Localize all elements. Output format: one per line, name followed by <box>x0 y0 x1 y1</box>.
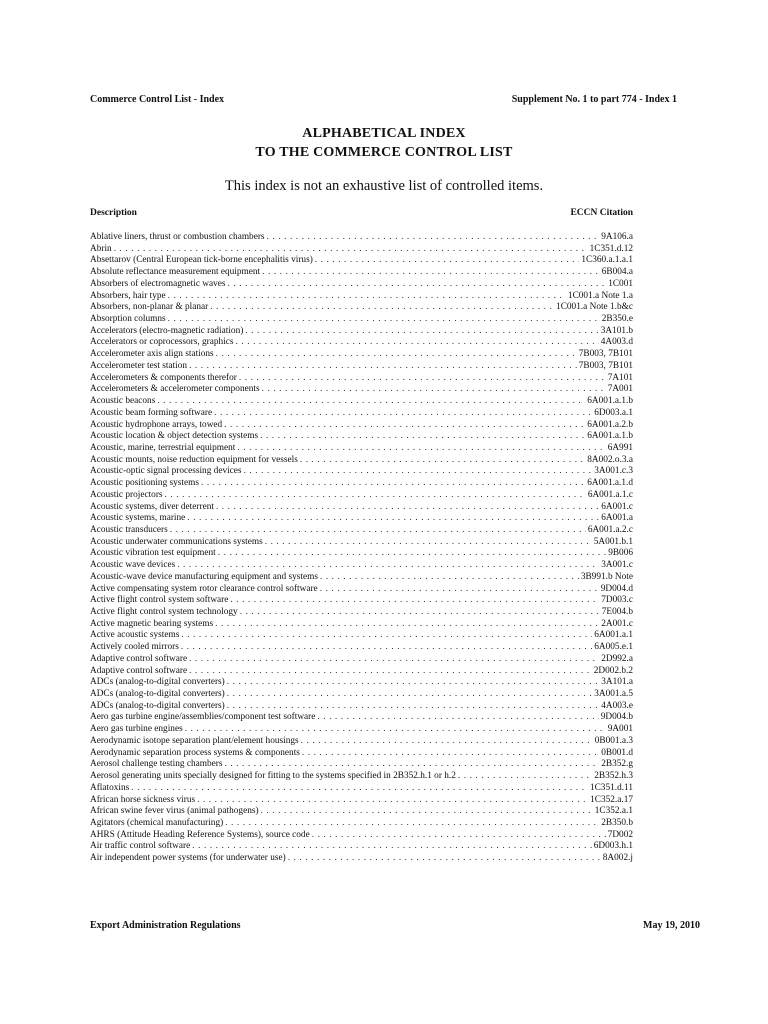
index-entry <box>90 736 633 748</box>
index-entry <box>90 677 633 689</box>
index-entry <box>90 795 633 807</box>
entry-description: Active magnetic bearing systems <box>90 618 214 629</box>
running-header-supplement: Supplement No. 1 to part 774 - Index 1 <box>511 94 677 105</box>
dot-leader <box>181 642 592 654</box>
entry-description: Accelerometer axis align stations <box>90 349 214 360</box>
index-entry <box>90 712 633 724</box>
index-entry <box>90 537 633 549</box>
index-entry <box>90 513 633 525</box>
entry-eccn-citation: 2B352.h.3 <box>594 771 633 782</box>
index-entry <box>90 478 633 490</box>
entry-eccn-citation: 1C360.a.1.a.1 <box>581 255 633 266</box>
index-entry <box>90 302 633 314</box>
entry-description: Actively cooled mirrors <box>90 642 179 653</box>
dot-leader <box>215 619 599 631</box>
dot-leader <box>262 267 600 279</box>
dot-leader <box>262 384 606 396</box>
entry-description: ADCs (analog-to-digital converters) <box>90 700 225 711</box>
dot-leader <box>181 630 592 642</box>
dot-leader <box>185 724 606 736</box>
index-entry <box>90 841 633 853</box>
dot-leader <box>260 431 585 443</box>
index-entry <box>90 267 633 279</box>
index-entry <box>90 408 633 420</box>
entry-description: Acoustic-wave device manufacturing equipment and systems <box>90 571 318 582</box>
dot-leader <box>301 736 593 748</box>
index-entry <box>90 420 633 432</box>
index-entry <box>90 595 633 607</box>
entry-description: Absorbers, non-planar & planar <box>90 302 209 313</box>
entry-eccn-citation: 4A003.d <box>600 337 633 348</box>
entry-eccn-citation: 9A001 <box>607 724 633 735</box>
entry-description: Acoustic transducers <box>90 524 168 535</box>
entry-description: African swine fever virus (animal pathogens) <box>90 806 259 817</box>
entry-description: Acoustic beacons <box>90 396 156 407</box>
entry-description: Absolute reflectance measurement equipment <box>90 267 261 278</box>
index-entry <box>90 490 633 502</box>
entry-eccn-citation: 6D003.a.1 <box>594 407 633 418</box>
entry-description: Accelerators (electro-magnetic radiation) <box>90 325 244 336</box>
dot-leader <box>288 853 601 865</box>
entry-description: Aerosol challenge testing chambers <box>90 759 223 770</box>
entry-description: Aerosol generating units specially designed for fitting to the systems specified in 2B352.h.1 or h.2 <box>90 771 456 782</box>
dot-leader <box>265 537 592 549</box>
entry-eccn-citation: 9D004.b <box>600 712 633 723</box>
index-entry <box>90 396 633 408</box>
entry-eccn-citation: 9B006 <box>608 548 633 559</box>
dot-leader <box>317 712 598 724</box>
entry-description: Acoustic wave devices <box>90 560 176 571</box>
dot-leader <box>228 279 607 291</box>
entry-description: Ablative liners, thrust or combustion chambers <box>90 232 265 242</box>
entry-description: Acoustic systems, marine <box>90 513 186 524</box>
entry-eccn-citation: 1C352.a.1 <box>594 806 633 817</box>
entry-description: Abrin <box>90 243 112 254</box>
entry-description: Acoustic hydrophone arrays, towed <box>90 419 223 430</box>
entry-eccn-citation: 0B001.d <box>601 747 633 758</box>
entry-description: Aero gas turbine engine/assemblies/component test software <box>90 712 316 723</box>
dot-leader <box>227 689 593 701</box>
index-entry <box>90 654 633 666</box>
index-entry <box>90 314 633 326</box>
index-entry <box>90 361 633 373</box>
index-entry <box>90 666 633 678</box>
dot-leader <box>189 654 599 666</box>
index-disclaimer: This index is not an exhaustive list of controlled items. <box>224 178 544 194</box>
entry-eccn-citation: 3A001.a.5 <box>594 689 633 700</box>
entry-description: Absettarov (Central European tick-borne encephalitis virus) <box>90 255 313 266</box>
dot-leader <box>227 701 599 713</box>
entry-eccn-citation: 1C001 <box>608 278 633 289</box>
entry-eccn-citation: 6B004.a <box>601 267 633 278</box>
entry-eccn-citation: 3A001.c <box>601 560 633 571</box>
index-entry-list <box>90 232 633 865</box>
entry-eccn-citation: 6A001.a.1.b <box>587 431 633 442</box>
entry-eccn-citation: 2B350.e <box>601 314 633 325</box>
entry-description: Accelerators or coprocessors, graphics <box>90 337 234 348</box>
entry-eccn-citation: 6A001.a.1 <box>594 630 633 641</box>
entry-description: African horse sickness virus <box>90 794 196 805</box>
entry-eccn-citation: 3A001.c.3 <box>594 466 633 477</box>
dot-leader <box>320 584 599 596</box>
entry-eccn-citation: 6A001.a.1.d <box>587 478 633 489</box>
index-entry <box>90 502 633 514</box>
entry-description: Aero gas turbine engines <box>90 724 183 735</box>
dot-leader <box>230 595 599 607</box>
entry-eccn-citation: 1C351.d.12 <box>589 243 633 254</box>
dot-leader <box>236 337 599 349</box>
entry-description: Active compensating system rotor clearance control software <box>90 583 318 594</box>
entry-eccn-citation: 7D002 <box>607 829 633 840</box>
entry-description: Aerodynamic separation process systems & components <box>90 747 300 758</box>
entry-description: Acoustic-optic signal processing devices <box>90 466 242 477</box>
entry-eccn-citation: 7B003, 7B101 <box>578 349 633 360</box>
entry-description: Acoustic underwater communications systems <box>90 536 263 547</box>
dot-leader <box>216 502 599 514</box>
running-header-title: Commerce Control List - Index <box>90 94 225 105</box>
entry-description: Aflatoxins <box>90 782 130 793</box>
dot-leader <box>177 560 599 572</box>
dot-leader <box>458 771 592 783</box>
dot-leader <box>201 478 585 490</box>
entry-eccn-citation: 2A001.c <box>601 618 633 629</box>
dot-leader <box>320 572 579 584</box>
entry-description: AHRS (Attitude Heading Reference Systems), source code <box>90 829 310 840</box>
entry-description: Adaptive control software <box>90 665 188 676</box>
dot-leader <box>225 818 599 830</box>
entry-eccn-citation: 7B003, 7B101 <box>578 360 633 371</box>
dot-leader <box>168 291 566 303</box>
dot-leader <box>302 748 599 760</box>
dot-leader <box>189 666 592 678</box>
column-header-description: Description <box>90 208 137 218</box>
entry-eccn-citation: 8A002.o.3.a <box>587 454 633 465</box>
dot-leader <box>197 795 588 807</box>
index-entry <box>90 771 633 783</box>
index-entry <box>90 701 633 713</box>
index-entry <box>90 783 633 795</box>
index-entry <box>90 244 633 256</box>
index-entry <box>90 337 633 349</box>
index-entry <box>90 326 633 338</box>
index-entry <box>90 818 633 830</box>
dot-leader <box>131 783 588 795</box>
entry-eccn-citation: 2D002.b.2 <box>593 665 633 676</box>
index-entry <box>90 443 633 455</box>
entry-eccn-citation: 3A101.a <box>601 677 633 688</box>
dot-leader <box>168 314 600 326</box>
index-entry <box>90 384 633 396</box>
entry-description: Accelerometers & components therefor <box>90 372 237 383</box>
entry-description: Accelerometers & accelerometer components <box>90 384 260 395</box>
index-entry <box>90 232 633 244</box>
page-title-line-1: ALPHABETICAL INDEX <box>302 126 466 141</box>
dot-leader <box>240 607 600 619</box>
index-entry <box>90 349 633 361</box>
dot-leader <box>300 455 585 467</box>
index-entry <box>90 560 633 572</box>
dot-leader <box>214 408 592 420</box>
index-entry <box>90 572 633 584</box>
entry-description: Acoustic mounts, noise reduction equipment for vessels <box>90 454 298 465</box>
entry-eccn-citation: 6A991 <box>607 442 633 453</box>
entry-eccn-citation: 6A001.a.2.b <box>587 419 633 430</box>
entry-eccn-citation: 8A002.j <box>602 853 633 864</box>
dot-leader <box>244 466 593 478</box>
entry-description: Acoustic systems, diver deterrent <box>90 501 214 512</box>
footer-date: May 19, 2010 <box>643 920 700 931</box>
entry-eccn-citation: 9D004.d <box>600 583 633 594</box>
entry-description: Active acoustic systems <box>90 630 180 641</box>
entry-description: Acoustic positioning systems <box>90 478 199 489</box>
dot-leader <box>227 677 599 689</box>
index-entry <box>90 255 633 267</box>
dot-leader <box>189 361 577 373</box>
dot-leader <box>157 396 585 408</box>
entry-eccn-citation: 1C001.a Note 1.b&c <box>556 302 633 313</box>
entry-eccn-citation: 6A001.c <box>601 501 633 512</box>
entry-eccn-citation: 6D003.h.1 <box>593 841 633 852</box>
dot-leader <box>187 513 599 525</box>
dot-leader <box>245 326 598 338</box>
entry-eccn-citation: 0B001.a.3 <box>594 735 633 746</box>
entry-eccn-citation: 2B350.b <box>601 817 633 828</box>
dot-leader <box>224 759 599 771</box>
column-header-eccn: ECCN Citation <box>570 208 633 218</box>
dot-leader <box>165 490 586 502</box>
entry-description: ADCs (analog-to-digital converters) <box>90 689 225 700</box>
entry-description: Active flight control system technology <box>90 607 238 617</box>
entry-description: Acoustic beam forming software <box>90 407 213 418</box>
index-entry <box>90 584 633 596</box>
entry-eccn-citation: 3B991.b Note <box>580 571 633 582</box>
index-entry <box>90 291 633 303</box>
entry-eccn-citation: 5A001.b.1 <box>593 536 633 547</box>
page-title <box>0 124 768 162</box>
entry-eccn-citation: 2B352.g <box>601 759 633 770</box>
entry-eccn-citation: 6A001.a.1.c <box>587 489 633 500</box>
entry-description: Accelerometer test station <box>90 360 188 371</box>
entry-eccn-citation: 6A001.a.1.b <box>587 396 633 407</box>
entry-description: Air traffic control software <box>90 841 191 852</box>
index-entry <box>90 607 633 619</box>
entry-eccn-citation: 7A001 <box>607 384 633 395</box>
index-entry <box>90 525 633 537</box>
entry-eccn-citation: 9A106.a <box>601 232 633 242</box>
dot-leader <box>170 525 586 537</box>
entry-eccn-citation: 1C351.d.11 <box>589 782 633 793</box>
dot-leader <box>224 420 585 432</box>
entry-description: Acoustic vibration test equipment <box>90 548 216 559</box>
dot-leader <box>192 841 591 853</box>
entry-eccn-citation: 3A101.b <box>600 325 633 336</box>
index-entry <box>90 431 633 443</box>
index-entry <box>90 853 633 865</box>
entry-description: Acoustic location & object detection systems <box>90 431 259 442</box>
entry-eccn-citation: 7A101 <box>607 372 633 383</box>
dot-leader <box>239 373 606 385</box>
entry-description: Acoustic, marine, terrestrial equipment <box>90 442 236 453</box>
dot-leader <box>315 255 580 267</box>
index-entry <box>90 373 633 385</box>
index-entry <box>90 466 633 478</box>
entry-description: Acoustic projectors <box>90 489 163 500</box>
index-entry <box>90 759 633 771</box>
entry-description: Adaptive control software <box>90 653 188 664</box>
index-entry <box>90 806 633 818</box>
index-entry <box>90 830 633 842</box>
index-entry <box>90 619 633 631</box>
entry-eccn-citation: 7D003.c <box>601 595 633 606</box>
dot-leader <box>267 232 600 244</box>
index-entry <box>90 455 633 467</box>
index-entry <box>90 642 633 654</box>
entry-description: ADCs (analog-to-digital converters) <box>90 677 225 688</box>
entry-eccn-citation: 1C352.a.17 <box>590 794 633 805</box>
entry-description: Absorption columns <box>90 314 166 325</box>
index-entry <box>90 279 633 291</box>
index-entry <box>90 689 633 701</box>
entry-eccn-citation: 2D992.a <box>601 653 633 664</box>
dot-leader <box>216 349 577 361</box>
dot-leader <box>210 302 554 314</box>
dot-leader <box>237 443 605 455</box>
entry-description: Agitators (chemical manufacturing) <box>90 817 224 828</box>
entry-eccn-citation: 1C001.a Note 1.a <box>567 290 633 301</box>
dot-leader <box>218 548 606 560</box>
dot-leader <box>114 244 588 256</box>
entry-description: Active flight control system software <box>90 595 229 606</box>
dot-leader <box>312 830 606 842</box>
entry-eccn-citation: 4A003.e <box>601 700 633 711</box>
entry-description: Aerodynamic isotope separation plant/element housings <box>90 735 299 746</box>
entry-description: Absorbers, hair type <box>90 290 166 301</box>
footer-regulation-name: Export Administration Regulations <box>90 920 241 931</box>
index-entry <box>90 630 633 642</box>
index-entry <box>90 724 633 736</box>
dot-leader <box>261 806 593 818</box>
index-entry <box>90 748 633 760</box>
entry-eccn-citation: 7E004.b <box>601 607 633 617</box>
page-title-line-2: TO THE COMMERCE CONTROL LIST <box>255 145 513 160</box>
entry-eccn-citation: 6A001.a.2.c <box>587 524 633 535</box>
entry-eccn-citation: 6A001.a <box>601 513 633 524</box>
entry-eccn-citation: 6A005.e.1 <box>594 642 633 653</box>
index-entry <box>90 548 633 560</box>
entry-description: Absorbers of electromagnetic waves <box>90 278 226 289</box>
entry-description: Air independent power systems (for underwater use) <box>90 853 286 864</box>
